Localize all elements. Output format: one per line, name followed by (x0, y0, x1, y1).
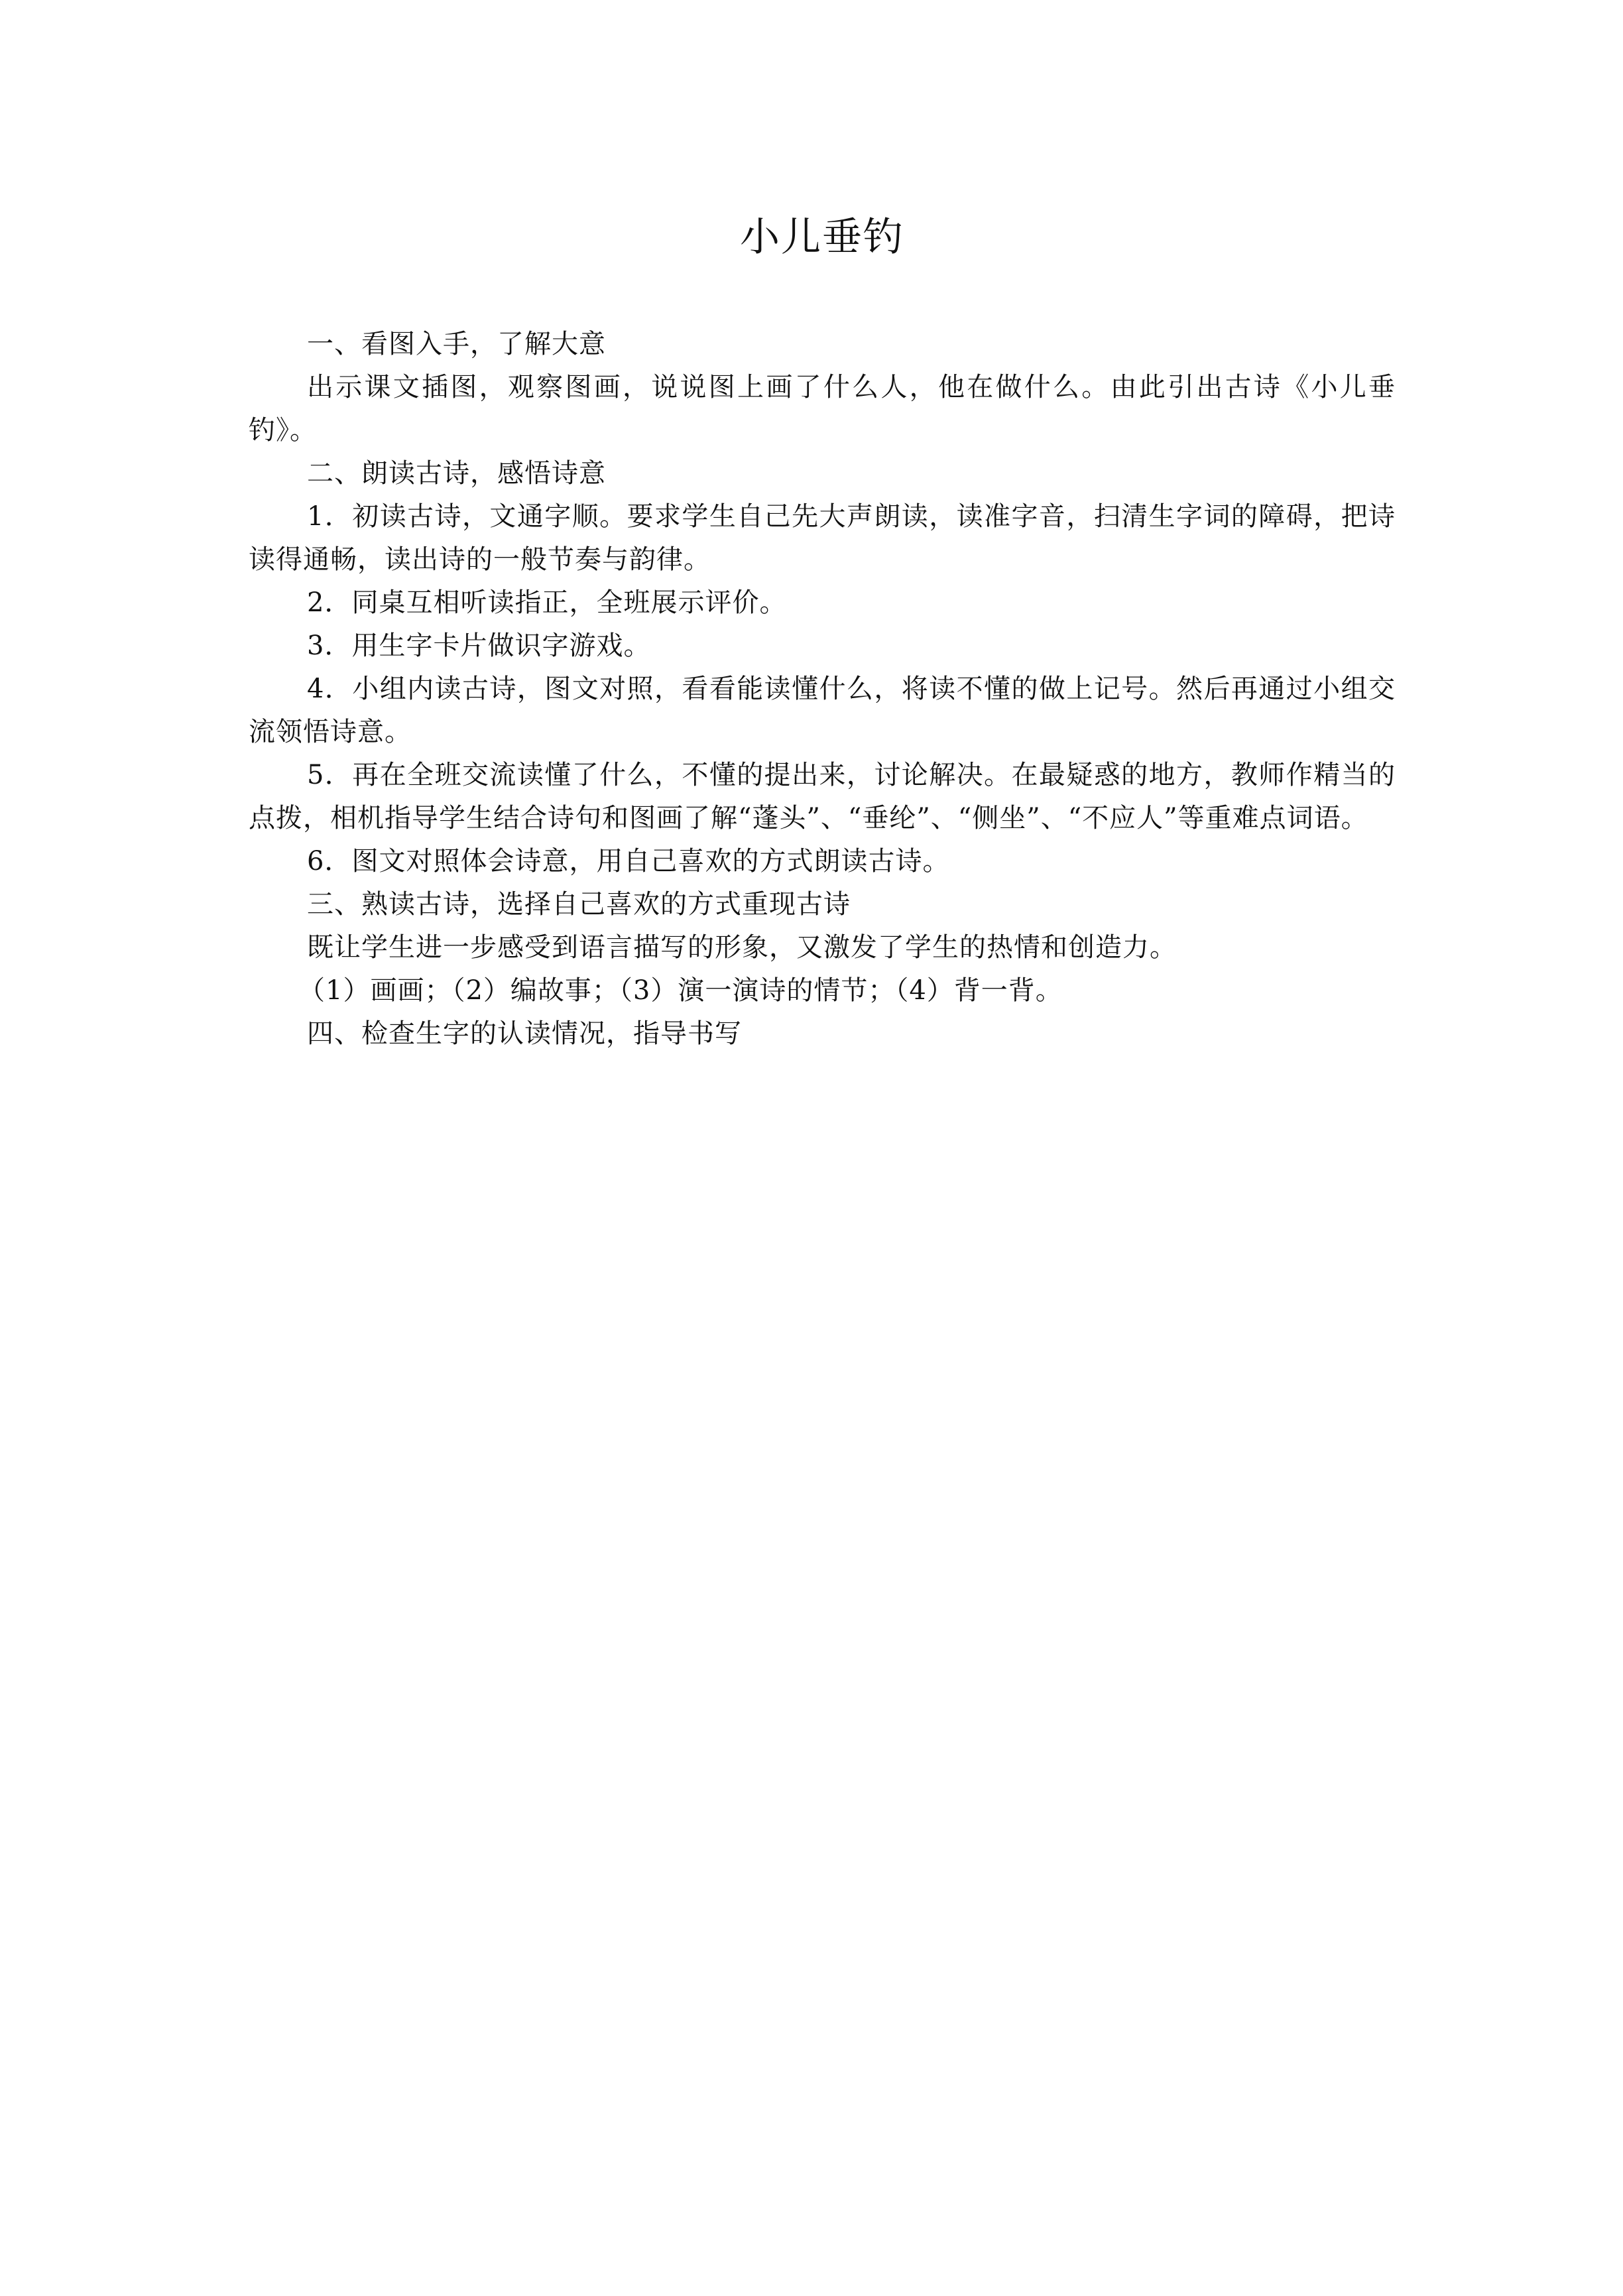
paragraph: 既让学生进一步感受到语言描写的形象，又激发了学生的热情和创造力。 (307, 932, 1177, 963)
document-title: 小儿垂钓 (740, 214, 904, 261)
section-heading-3: 三、熟读古诗，选择自己喜欢的方式重现古诗 (307, 889, 851, 920)
section-heading-1: 一、看图入手，了解大意 (307, 329, 606, 359)
list-item: 5．再在全班交流读懂了什么，不懂的提出来，讨论解决。在最疑惑的地方，教师作精当的点拨，相机指导学生结合诗句和图画了解“蓬头”、“垂纶”、“侧坐”、“不应人”等重难点词语。 (249, 760, 1396, 833)
document-body (249, 323, 1396, 1056)
paragraph: 出示课文插图，观察图画，说说图上画了什么人，他在做什么。由此引出古诗《小儿垂钓》。 (249, 372, 1396, 446)
list-item: 3．用生字卡片做识字游戏。 (307, 631, 651, 661)
list-item: 1．初读古诗，文通字顺。要求学生自己先大声朗读，读准字音，扫清生字词的障碍，把诗读得通畅，读出诗的一般节奏与韵律。 (249, 501, 1396, 575)
paragraph: （1）画画；（2）编故事；（3）演一演诗的情节；（4）背一背。 (298, 975, 1063, 1006)
list-item: 4．小组内读古诗，图文对照，看看能读懂什么，将读不懂的做上记号。然后再通过小组交流领悟诗意。 (249, 674, 1396, 747)
list-item: 6．图文对照体会诗意，用自己喜欢的方式朗读古诗。 (307, 846, 950, 876)
section-heading-2: 二、朗读古诗，感悟诗意 (307, 458, 606, 489)
list-item: 2．同桌互相听读指正，全班展示评价。 (307, 587, 787, 618)
section-heading-4: 四、检查生字的认读情况，指导书写 (307, 1018, 742, 1049)
